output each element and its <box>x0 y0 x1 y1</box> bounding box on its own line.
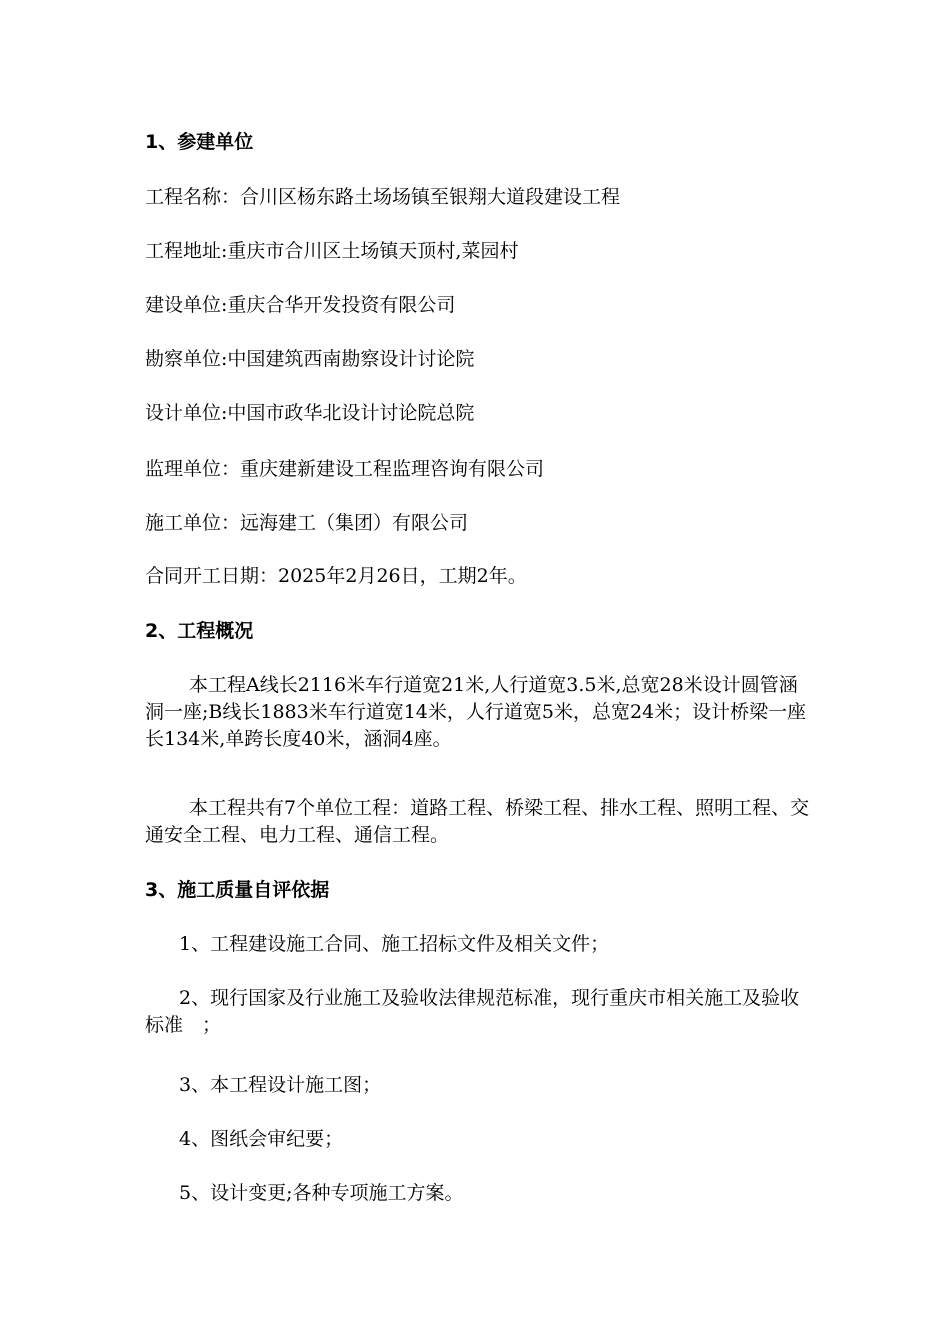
design-unit-line: 设计单位:中国市政华北设计讨论院总院 <box>145 402 475 424</box>
survey-unit-line: 勘察单位:中国建筑西南勘察设计讨论院 <box>145 348 475 370</box>
overview-paragraph-1: 本工程A线长2116米车行道宽21米,人行道宽3.5米,总宽28米设计圆管涵洞一座;B线长1883米车行道宽14米，人行道宽5米，总宽24米；设计桥梁一座长134米,单跨长度40米，涵洞4座。 <box>145 674 807 750</box>
owner-line: 建设单位:重庆合华开发投资有限公司 <box>145 294 456 316</box>
project-address-line: 工程地址:重庆市合川区土场镇天顶村,菜园村 <box>145 240 519 262</box>
supervision-unit-line: 监理单位：重庆建新建设工程监理咨询有限公司 <box>145 458 545 480</box>
basis-item-4: 4、图纸会审纪要； <box>179 1128 344 1150</box>
contract-date-line: 合同开工日期：2025年2月26日，工期2年。 <box>145 565 527 587</box>
construction-unit-line: 施工单位：远海建工（集团）有限公司 <box>145 512 469 534</box>
basis-item-5: 5、设计变更;各种专项施工方案。 <box>179 1182 464 1204</box>
basis-item-1: 1、工程建设施工合同、施工招标文件及相关文件； <box>179 933 610 955</box>
overview-paragraph-2: 本工程共有7个单位工程：道路工程、桥梁工程、排水工程、照明工程、交通安全工程、电力工程、通信工程。 <box>145 797 810 846</box>
basis-item-3: 3、本工程设计施工图； <box>179 1074 382 1096</box>
section-heading-participants: 1、参建单位 <box>145 131 254 153</box>
section-heading-basis: 3、施工质量自评依据 <box>145 879 330 901</box>
section-heading-overview: 2、工程概况 <box>145 620 254 642</box>
project-name-line: 工程名称：合川区杨东路土场场镇至银翔大道段建设工程 <box>145 186 621 208</box>
basis-item-2: 2、现行国家及行业施工及验收法律规范标准，现行重庆市相关施工及验收标准 ； <box>145 987 800 1036</box>
